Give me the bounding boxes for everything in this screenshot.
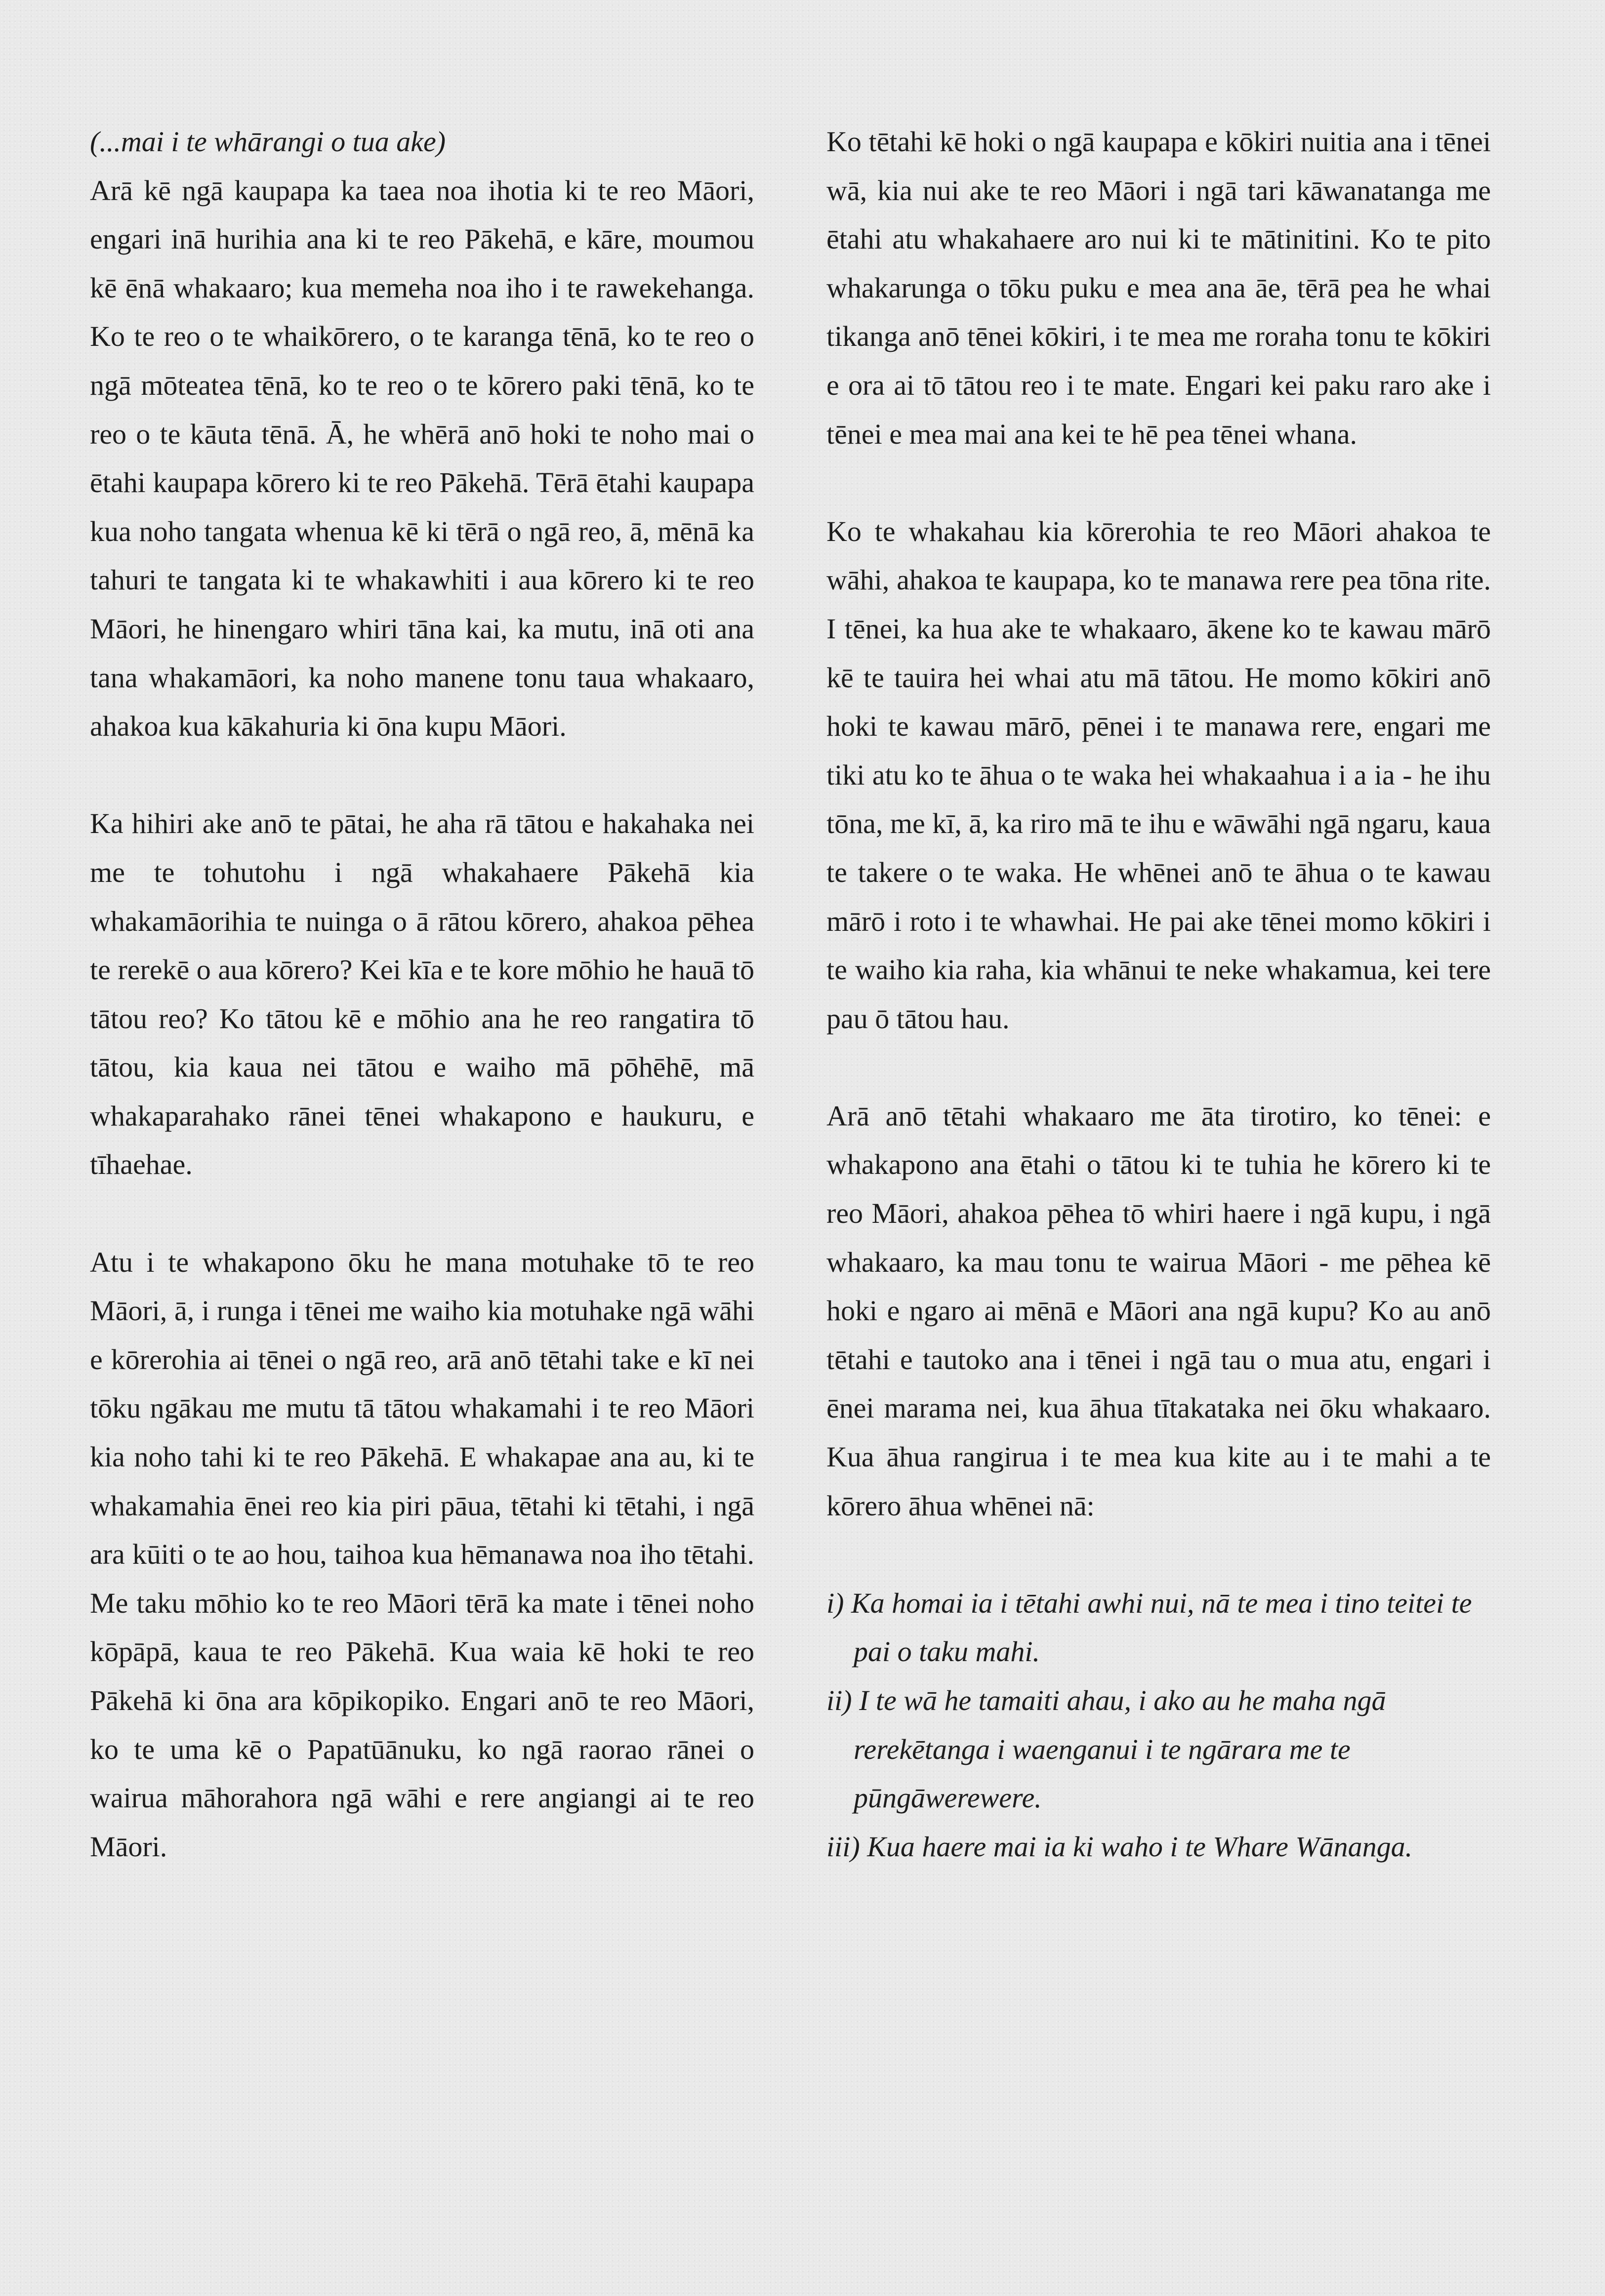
right-column <box>826 118 1491 1871</box>
list-item: ii) I te wā he tamaiti ahau, i ako au he maha ngā rerekētanga i waenganui i te ngārara me te pūngāwerewere. <box>826 1684 1386 1814</box>
left-column <box>90 118 754 1871</box>
paragraph: Atu i te whakapono ōku he mana motuhake tō te reo Māori, ā, i runga i tēnei me waiho kia motuhake ngā wāhi e kōrerohia ai tēnei o ngā reo, arā anō tētahi take e kī nei tōku ngākau me mutu tā tātou whakamahi i te reo Māori kia noho tahi ki te reo Pākehā. E whakapae ana au, ki te whakamahia ēnei reo kia piri pāua, tētahi ki tētahi, i ngā ara kūiti o te ao hou, taihoa kua hēmanawa noa iho tētahi. Me taku mōhio ko te reo Māori tērā ka mate i tēnei noho kōpāpā, kaua te reo Pākehā. Kua waia kē hoki te reo Pākehā ki ōna ara kōpikopiko. Engari anō te reo Māori, ko te uma kē o Papatūānuku, ko ngā raorao rānei o wairua māhorahora ngā wāhi e rere angiangi ai te reo Māori. <box>90 1246 754 1863</box>
paragraph: Ka hihiri ake anō te pātai, he aha rā tātou e hakahaka nei me te tohutohu i ngā whakahaere Pākehā kia whakamāorihia te nuinga o ā rātou kōrero, ahakoa pēhea te rerekē o aua kōrero? Kei kīa e te kore mōhio he hauā tō tātou reo? Ko tātou kē e mōhio ana he reo rangatira tō tātou, kia kaua nei tātou e waiho mā pōhēhē, mā whakaparahako rānei tēnei whakapono e haukuru, e tīhaehae. <box>90 807 754 1181</box>
paragraph: Ko te whakahau kia kōrerohia te reo Māori ahakoa te wāhi, ahakoa te kaupapa, ko te manawa rere pea tōna rite. I tēnei, ka hua ake te whakaaro, ākene ko te kawau mārō kē te tauira hei whai atu mā tātou. He momo kōkiri anō hoki te kawau mārō, pēnei i te manawa rere, engari me tiki atu ko te āhua o te waka hei whakaahua i a ia - he ihu tōna, me kī, ā, ka riro mā te ihu e wāwāhi ngā ngaru, kaua te takere o te waka. He whēnei anō te āhua o te kawau mārō i roto i te whawhai. He pai ake tēnei momo kōkiri i te waiho kia raha, kia whānui te neke whakamua, kei tere pau ō tātou hau. <box>826 515 1491 1035</box>
list-item: iii) Kua haere mai ia ki waho i te Whare Wānanga. <box>826 1830 1413 1863</box>
paragraph: Ko tētahi kē hoki o ngā kaupapa e kōkiri nuitia ana i tēnei wā, kia nui ake te reo Māori i ngā tari kāwanatanga me ētahi atu whakahaere aro nui ki te mātinitini. Ko te pito whakarunga o tōku puku e mea ana āe, tērā pea he whai tikanga anō tēnei kōkiri, i te mea me roraha tonu te kōkiri e ora ai tō tātou reo i te mate. Engari kei paku raro ake i tēnei e mea mai ana kei te hē pea tēnei whana. <box>826 125 1491 450</box>
list-item: i) Ka homai ia i tētahi awhi nui, nā te mea i tino teitei te pai o taku mahi. <box>826 1586 1472 1668</box>
paragraph: Arā anō tētahi whakaaro me āta tirotiro, ko tēnei: e whakapono ana ētahi o tātou ki te tuhia he kōrero ki te reo Māori, ahakoa pēhea tō whiri haere i ngā kupu, i ngā whakaaro, ka mau tonu te wairua Māori - me pēhea kē hoki e ngaro ai mēnā e Māori ana ngā kupu? Ko au anō tētahi e tautoko ana i tēnei i ngā tau o mua atu, engari i ēnei marama nei, kua āhua tītakataka nei ōku whakaaro. Kua āhua rangirua i te mea kua kite au i te mahi a te kōrero āhua whēnei nā: <box>826 1099 1491 1522</box>
example-list <box>826 1579 1491 1872</box>
paragraph: Arā kē ngā kaupapa ka taea noa ihotia ki te reo Māori, engari inā hurihia ana ki te reo Pākehā, e kāre, moumou kē ēnā whakaaro; kua memeha noa iho i te rawekehanga. Ko te reo o te whaikōrero, o te karanga tēnā, ko te reo o ngā mōteatea tēnā, ko te reo o te kōrero paki tēnā, ko te reo o te kāuta tēnā. Ā, he whērā anō hoki te noho mai o ētahi kaupapa kōrero ki te reo Pākehā. Tērā ētahi kaupapa kua noho tangata whenua kē ki tērā o ngā reo, ā, mēnā ka tahuri te tangata ki te whakawhiti i aua kōrero ki te reo Māori, he hinengaro whiri tāna kai, ka mutu, inā oti ana tana whakamāori, ka noho manene tonu taua whakaaro, ahakoa kua kākahuria ki ōna kupu Māori. <box>90 174 754 743</box>
continuation-note: (...mai i te whārangi o tua ake) <box>90 125 446 158</box>
